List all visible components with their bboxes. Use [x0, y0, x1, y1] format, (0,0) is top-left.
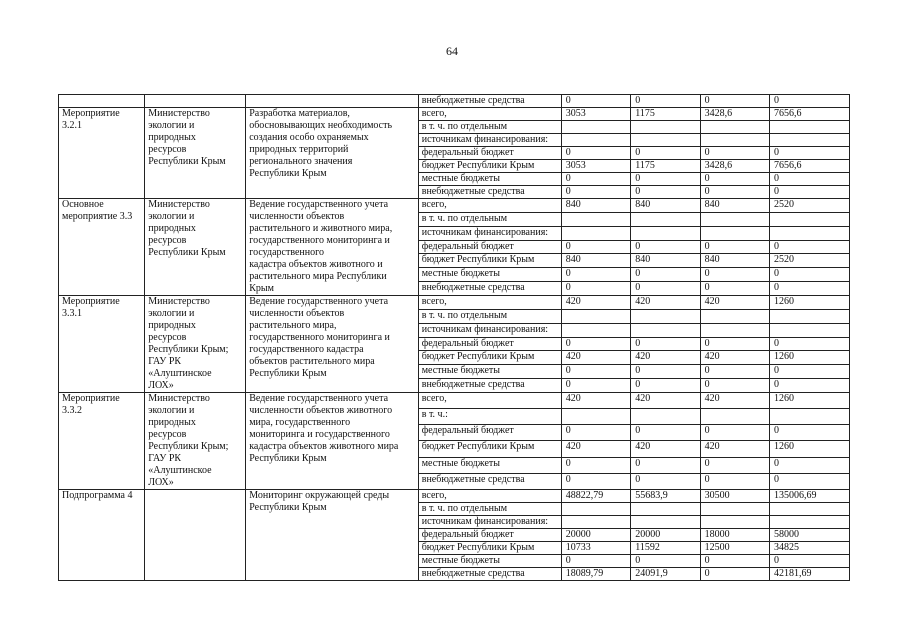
amount-cell: 0	[700, 425, 769, 441]
amount-cell: 3428,6	[700, 160, 769, 173]
amount-cell: 420	[631, 296, 700, 310]
funding-source-cell: местные бюджеты	[418, 268, 561, 282]
amount-cell: 0	[700, 173, 769, 186]
amount-cell	[561, 516, 630, 529]
event-cell	[59, 95, 145, 108]
amount-cell: 0	[700, 365, 769, 379]
amount-cell: 840	[561, 254, 630, 268]
amount-cell: 0	[631, 337, 700, 351]
amount-cell: 0	[561, 268, 630, 282]
amount-cell: 840	[700, 254, 769, 268]
amount-cell	[631, 134, 700, 147]
amount-cell	[631, 226, 700, 240]
amount-cell	[561, 409, 630, 425]
amount-cell: 420	[700, 296, 769, 310]
funding-source-cell: всего,	[418, 296, 561, 310]
amount-cell: 420	[631, 351, 700, 365]
funding-source-cell: источникам финансирования:	[418, 134, 561, 147]
executor-cell	[145, 490, 246, 581]
executor-cell: Министерство экологии и природных ресурсов Республики Крым	[145, 199, 246, 296]
amount-cell: 12500	[700, 542, 769, 555]
amount-cell: 420	[561, 351, 630, 365]
amount-cell: 2520	[770, 254, 850, 268]
table-row	[59, 490, 850, 503]
amount-cell: 0	[770, 95, 850, 108]
amount-cell: 0	[631, 268, 700, 282]
amount-cell: 0	[561, 95, 630, 108]
amount-cell: 0	[770, 186, 850, 199]
title-cell: Ведение государственного учета численности объектов растительного и животного мира, государственного мониторинга и государственного кадастра объектов животного и растительного мира Республики Крым	[246, 199, 419, 296]
amount-cell	[700, 226, 769, 240]
funding-source-cell: внебюджетные средства	[418, 186, 561, 199]
funding-source-cell: всего,	[418, 108, 561, 121]
funding-source-cell: бюджет Республики Крым	[418, 160, 561, 173]
amount-cell	[561, 503, 630, 516]
amount-cell: 34825	[770, 542, 850, 555]
amount-cell: 0	[700, 473, 769, 489]
amount-cell: 420	[631, 393, 700, 409]
amount-cell	[631, 121, 700, 134]
funding-source-cell: в т. ч.:	[418, 409, 561, 425]
funding-source-cell: федеральный бюджет	[418, 147, 561, 160]
amount-cell	[700, 212, 769, 226]
amount-cell: 0	[561, 457, 630, 473]
amount-cell: 10733	[561, 542, 630, 555]
event-cell: Подпрограмма 4	[59, 490, 145, 581]
amount-cell: 0	[561, 365, 630, 379]
amount-cell	[561, 323, 630, 337]
funding-source-cell: местные бюджеты	[418, 555, 561, 568]
amount-cell: 2520	[770, 199, 850, 213]
amount-cell: 0	[770, 173, 850, 186]
funding-source-cell: местные бюджеты	[418, 365, 561, 379]
amount-cell: 0	[561, 473, 630, 489]
amount-cell	[631, 409, 700, 425]
amount-cell: 0	[700, 337, 769, 351]
amount-cell: 0	[561, 173, 630, 186]
amount-cell: 20000	[561, 529, 630, 542]
amount-cell: 0	[700, 568, 769, 581]
funding-source-cell: внебюджетные средства	[418, 282, 561, 296]
funding-source-cell: всего,	[418, 393, 561, 409]
amount-cell	[561, 226, 630, 240]
funding-source-cell: внебюджетные средства	[418, 379, 561, 393]
amount-cell: 1260	[770, 296, 850, 310]
amount-cell: 0	[700, 555, 769, 568]
funding-source-cell: всего,	[418, 199, 561, 213]
table-row	[59, 108, 850, 121]
amount-cell: 840	[561, 199, 630, 213]
amount-cell: 0	[631, 186, 700, 199]
amount-cell: 0	[770, 337, 850, 351]
amount-cell: 0	[631, 365, 700, 379]
amount-cell: 20000	[631, 529, 700, 542]
title-cell: Ведение государственного учета численности объектов растительного мира, государственного мониторинга и государственного кадастра объектов растительного мира Республики Крым	[246, 296, 419, 393]
funding-source-cell: всего,	[418, 490, 561, 503]
title-cell: Мониторинг окружающей среды Республики Крым	[246, 490, 419, 581]
amount-cell: 7656,6	[770, 160, 850, 173]
funding-source-cell: внебюджетные средства	[418, 95, 561, 108]
amount-cell: 0	[631, 173, 700, 186]
amount-cell: 0	[700, 186, 769, 199]
executor-cell	[145, 95, 246, 108]
amount-cell: 0	[561, 186, 630, 199]
amount-cell	[700, 309, 769, 323]
amount-cell: 0	[561, 147, 630, 160]
funding-source-cell: местные бюджеты	[418, 457, 561, 473]
funding-source-cell: в т. ч. по отдельным	[418, 309, 561, 323]
executor-cell: Министерство экологии и природных ресурсов Республики Крым; ГАУ РК «Алуштинское ЛОХ»	[145, 393, 246, 490]
title-cell: Разработка материалов, обосновывающих необходимость создания особо охраняемых природных территорий регионального значения Республики Крым	[246, 108, 419, 199]
amount-cell: 0	[770, 282, 850, 296]
amount-cell	[770, 212, 850, 226]
amount-cell	[631, 212, 700, 226]
event-cell: Основное мероприятие 3.3	[59, 199, 145, 296]
amount-cell: 420	[561, 393, 630, 409]
amount-cell	[700, 323, 769, 337]
event-cell: Мероприятие 3.3.1	[59, 296, 145, 393]
amount-cell: 1260	[770, 441, 850, 457]
amount-cell: 135006,69	[770, 490, 850, 503]
amount-cell: 0	[561, 282, 630, 296]
table-row	[59, 95, 850, 108]
table-row	[59, 199, 850, 213]
amount-cell: 0	[700, 95, 769, 108]
amount-cell	[700, 134, 769, 147]
funding-source-cell: федеральный бюджет	[418, 529, 561, 542]
amount-cell: 0	[770, 268, 850, 282]
amount-cell: 420	[700, 441, 769, 457]
amount-cell: 0	[770, 555, 850, 568]
amount-cell: 0	[770, 147, 850, 160]
amount-cell: 0	[700, 147, 769, 160]
funding-source-cell: федеральный бюджет	[418, 425, 561, 441]
amount-cell	[700, 503, 769, 516]
amount-cell: 11592	[631, 542, 700, 555]
amount-cell: 0	[631, 95, 700, 108]
amount-cell: 420	[700, 393, 769, 409]
amount-cell: 18089,79	[561, 568, 630, 581]
amount-cell: 0	[770, 365, 850, 379]
amount-cell: 0	[770, 425, 850, 441]
amount-cell: 0	[700, 457, 769, 473]
amount-cell: 0	[561, 555, 630, 568]
amount-cell: 0	[700, 268, 769, 282]
amount-cell	[700, 409, 769, 425]
amount-cell: 0	[631, 379, 700, 393]
event-cell: Мероприятие 3.2.1	[59, 108, 145, 199]
table-row	[59, 296, 850, 310]
amount-cell	[700, 121, 769, 134]
amount-cell	[770, 134, 850, 147]
executor-cell: Министерство экологии и природных ресурсов Республики Крым	[145, 108, 246, 199]
amount-cell	[700, 516, 769, 529]
amount-cell: 0	[770, 473, 850, 489]
amount-cell: 0	[631, 555, 700, 568]
amount-cell	[770, 226, 850, 240]
funding-source-cell: внебюджетные средства	[418, 473, 561, 489]
amount-cell: 30500	[700, 490, 769, 503]
funding-source-cell: внебюджетные средства	[418, 568, 561, 581]
amount-cell: 0	[631, 425, 700, 441]
budget-table	[58, 94, 850, 581]
amount-cell: 1260	[770, 351, 850, 365]
amount-cell: 0	[631, 473, 700, 489]
funding-source-cell: местные бюджеты	[418, 173, 561, 186]
amount-cell	[631, 309, 700, 323]
funding-source-cell: федеральный бюджет	[418, 337, 561, 351]
amount-cell	[631, 503, 700, 516]
funding-source-cell: в т. ч. по отдельным	[418, 212, 561, 226]
amount-cell	[770, 309, 850, 323]
amount-cell	[770, 323, 850, 337]
funding-source-cell: федеральный бюджет	[418, 240, 561, 254]
amount-cell: 420	[631, 441, 700, 457]
amount-cell: 0	[561, 425, 630, 441]
funding-source-cell: источникам финансирования:	[418, 516, 561, 529]
amount-cell: 840	[700, 199, 769, 213]
amount-cell	[770, 121, 850, 134]
amount-cell: 840	[631, 254, 700, 268]
funding-source-cell: в т. ч. по отдельным	[418, 121, 561, 134]
amount-cell: 420	[561, 441, 630, 457]
amount-cell	[770, 516, 850, 529]
amount-cell: 420	[561, 296, 630, 310]
amount-cell: 0	[631, 147, 700, 160]
amount-cell	[561, 121, 630, 134]
amount-cell: 0	[561, 379, 630, 393]
amount-cell: 3053	[561, 160, 630, 173]
title-cell: Ведение государственного учета численности объектов животного мира, государственного мониторинга и государственного кадастра объектов животного мира Республики Крым	[246, 393, 419, 490]
amount-cell: 0	[561, 240, 630, 254]
amount-cell: 0	[700, 379, 769, 393]
funding-source-cell: бюджет Республики Крым	[418, 254, 561, 268]
event-cell: Мероприятие 3.3.2	[59, 393, 145, 490]
amount-cell: 0	[631, 457, 700, 473]
amount-cell: 3053	[561, 108, 630, 121]
amount-cell: 0	[700, 282, 769, 296]
amount-cell: 42181,69	[770, 568, 850, 581]
amount-cell	[631, 323, 700, 337]
amount-cell: 24091,9	[631, 568, 700, 581]
budget-table-body	[59, 95, 850, 581]
funding-source-cell: бюджет Республики Крым	[418, 351, 561, 365]
amount-cell: 840	[631, 199, 700, 213]
amount-cell	[561, 134, 630, 147]
amount-cell: 0	[700, 240, 769, 254]
table-row	[59, 393, 850, 409]
amount-cell: 0	[631, 282, 700, 296]
amount-cell: 18000	[700, 529, 769, 542]
amount-cell: 1175	[631, 160, 700, 173]
amount-cell: 420	[700, 351, 769, 365]
amount-cell	[631, 516, 700, 529]
amount-cell: 1175	[631, 108, 700, 121]
amount-cell: 1260	[770, 393, 850, 409]
funding-source-cell: в т. ч. по отдельным	[418, 503, 561, 516]
amount-cell: 0	[770, 240, 850, 254]
amount-cell: 0	[631, 240, 700, 254]
amount-cell: 0	[561, 337, 630, 351]
amount-cell	[770, 409, 850, 425]
executor-cell: Министерство экологии и природных ресурсов Республики Крым; ГАУ РК «Алуштинское ЛОХ»	[145, 296, 246, 393]
amount-cell: 48822,79	[561, 490, 630, 503]
funding-source-cell: источникам финансирования:	[418, 226, 561, 240]
amount-cell: 0	[770, 457, 850, 473]
amount-cell	[770, 503, 850, 516]
amount-cell: 7656,6	[770, 108, 850, 121]
amount-cell: 58000	[770, 529, 850, 542]
funding-source-cell: бюджет Республики Крым	[418, 441, 561, 457]
funding-source-cell: источникам финансирования:	[418, 323, 561, 337]
amount-cell: 0	[770, 379, 850, 393]
amount-cell: 55683,9	[631, 490, 700, 503]
title-cell	[246, 95, 419, 108]
amount-cell: 3428,6	[700, 108, 769, 121]
amount-cell	[561, 309, 630, 323]
funding-source-cell: бюджет Республики Крым	[418, 542, 561, 555]
amount-cell	[561, 212, 630, 226]
page-number: 64	[446, 44, 458, 58]
